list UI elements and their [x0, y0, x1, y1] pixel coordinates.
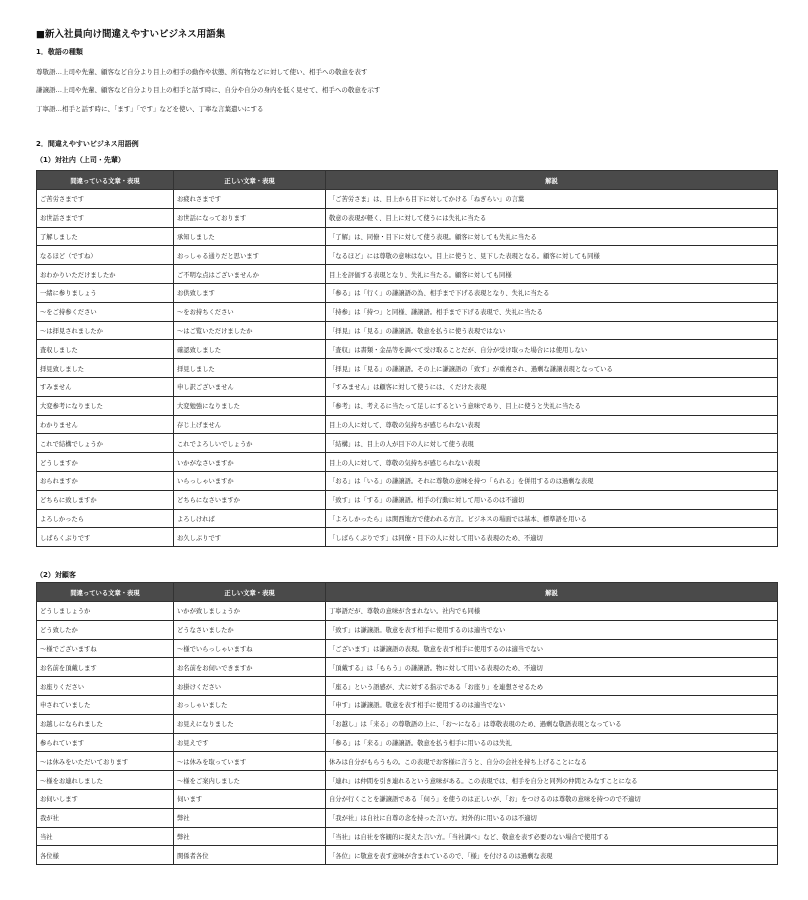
cell-explanation: 「各位」に敬意を表す意味が含まれているので、「様」を付けるのは過剰な表現	[326, 846, 778, 865]
cell-explanation: 「我が社」は自社に自尊の念を持った言い方。対外的に用いるのは不適切	[326, 808, 778, 827]
cell-correct: お掛けください	[174, 677, 326, 696]
cell-explanation: 「申す」は謙譲語。敬意を表す相手に使用するのは適当でない	[326, 695, 778, 714]
cell-correct: ～は休みを取っています	[174, 752, 326, 771]
table-row	[37, 789, 778, 808]
table-row	[37, 639, 778, 658]
table-row	[37, 208, 778, 227]
cell-explanation: 「しばらくぶりです」は同僚・目下の人に対して用いる表現のため、不適切	[326, 528, 778, 547]
cell-correct: おっしゃいました	[174, 695, 326, 714]
table-row	[37, 808, 778, 827]
table-row	[37, 695, 778, 714]
cell-incorrect: 査収しました	[37, 340, 174, 359]
cell-correct: いらっしゃいますか	[174, 471, 326, 490]
cell-correct: お名前をお伺いできますか	[174, 658, 326, 677]
cell-correct: 弊社	[174, 827, 326, 846]
table-row	[37, 396, 778, 415]
section2-title: 2．間違えやすいビジネス用語例	[36, 140, 139, 148]
cell-correct: ～様をご案内しました	[174, 771, 326, 790]
cell-incorrect: 大変参考になりました	[37, 396, 174, 415]
cell-correct: 関係者各位	[174, 846, 326, 865]
table-row	[37, 246, 778, 265]
cell-explanation: 休みは自分がもらうもの。この表現でお客様に言うと、自分の会社を持ち上げることになる	[326, 752, 778, 771]
cell-incorrect: お越しになられました	[37, 714, 174, 733]
cell-incorrect: どうしましょうか	[37, 602, 174, 621]
cell-correct: ～はご覧いただけましたか	[174, 321, 326, 340]
cell-explanation: 「拝見」は「見る」の謙譲語。その上に謙譲語の「致す」が重複され、過剰な謙譲表現となっている	[326, 359, 778, 378]
subsection-internal-title: （1）対社内（上司・先輩）	[36, 156, 125, 164]
cell-correct: 確認致しました	[174, 340, 326, 359]
table-row	[37, 620, 778, 639]
cell-explanation: 「なるほど」には尊敬の意味はない。目上に使うと、見下した表現となる。顧客に対しても同様	[326, 246, 778, 265]
cell-correct: お見えになりました	[174, 714, 326, 733]
cell-incorrect: 参られています	[37, 733, 174, 752]
cell-correct: 承知しました	[174, 227, 326, 246]
cell-incorrect: 了解しました	[37, 227, 174, 246]
cell-incorrect: どちらに致しますか	[37, 490, 174, 509]
cell-explanation: 「参考」は、考えるに当たって足しにするという意味であり、目上に使うと失礼に当たる	[326, 396, 778, 415]
cell-incorrect: これで結構でしょうか	[37, 434, 174, 453]
cell-correct: 存じ上げません	[174, 415, 326, 434]
cell-incorrect: しばらくぶりです	[37, 528, 174, 547]
cell-incorrect: ～様でございますね	[37, 639, 174, 658]
cell-incorrect: ～は休みをいただいております	[37, 752, 174, 771]
cell-incorrect: ～は拝見されましたか	[37, 321, 174, 340]
cell-incorrect: おわかりいただけましたか	[37, 265, 174, 284]
cell-correct: どちらになさいますか	[174, 490, 326, 509]
cell-incorrect: 申されていました	[37, 695, 174, 714]
table-row	[37, 265, 778, 284]
cell-explanation: 「よろしかったら」は関西地方で使われる方言。ビジネスの場面では基本、標準語を用いる	[326, 509, 778, 528]
cell-explanation: 「持参」は「持つ」と同様、謙譲語。相手まで下げる表現で、失礼に当たる	[326, 302, 778, 321]
cell-correct: いかがなさいますか	[174, 453, 326, 472]
customer-terms-table	[36, 582, 778, 865]
cell-correct: これでよろしいでしょうか	[174, 434, 326, 453]
header-correct: 正しい文章・表現	[174, 171, 326, 190]
table-row	[37, 283, 778, 302]
cell-explanation: 「結構」は、目上の人が目下の人に対して使う表現	[326, 434, 778, 453]
cell-explanation: 敬意の表現が軽く、目上に対して使うには失礼に当たる	[326, 208, 778, 227]
cell-explanation: 目上を評価する表現となり、失礼に当たる。顧客に対しても同様	[326, 265, 778, 284]
cell-explanation: 「座る」という語感が、犬に対する指示である「お座り」を連想させるため	[326, 677, 778, 696]
cell-explanation: 「参る」は「来る」の謙譲語。敬意を払う相手に用いるのは失礼	[326, 733, 778, 752]
table-row	[37, 846, 778, 865]
subsection-customer-title: （2）対顧客	[36, 571, 76, 579]
cell-explanation: 「連れ」は仲間を引き連れるという意味がある。この表現では、相手を自分と同列の仲間とみなすことになる	[326, 771, 778, 790]
header-correct: 正しい文章・表現	[174, 583, 326, 602]
table-row	[37, 415, 778, 434]
cell-explanation: 「致す」は「する」の謙譲語。相手の行動に対して用いるのは不適切	[326, 490, 778, 509]
cell-correct: よろしければ	[174, 509, 326, 528]
cell-incorrect: どう致したか	[37, 620, 174, 639]
cell-correct: ～様でいらっしゃいますね	[174, 639, 326, 658]
table-row	[37, 190, 778, 209]
cell-explanation: 「すみません」は顧客に対して使うには、くだけた表現	[326, 377, 778, 396]
table-row	[37, 714, 778, 733]
cell-incorrect: わかりません	[37, 415, 174, 434]
cell-explanation: 「ご苦労さま」は、目上から目下に対してかける「ねぎらい」の言葉	[326, 190, 778, 209]
cell-explanation: 「ございます」は謙譲語の表現。敬意を表す相手に使用するのは適当でない	[326, 639, 778, 658]
cell-explanation: 「了解」は、同僚・目下に対して使う表現。顧客に対しても失礼に当たる	[326, 227, 778, 246]
honorific-teineigo: 丁寧語…相手と話す時に、「ます」「です」などを使い、丁寧な言葉遣いにする	[36, 105, 264, 113]
table-row	[37, 602, 778, 621]
table-row	[37, 227, 778, 246]
cell-incorrect: なるほど（ですね）	[37, 246, 174, 265]
table-row	[37, 434, 778, 453]
cell-correct: ～をお持ちください	[174, 302, 326, 321]
cell-correct: お見えです	[174, 733, 326, 752]
cell-incorrect: ～様をお連れしました	[37, 771, 174, 790]
cell-explanation: 「頂戴する」は「もらう」の謙譲語。物に対して用いる表現のため、不適切	[326, 658, 778, 677]
cell-correct: おっしゃる通りだと思います	[174, 246, 326, 265]
honorific-kenjogo: 謙譲語…上司や先輩、顧客など自分より目上の相手と話す時に、自分や自分の身内を低く見せて、相手への敬意を示す	[36, 86, 381, 94]
cell-incorrect: 各位様	[37, 846, 174, 865]
table-row	[37, 827, 778, 846]
table-header-row	[37, 583, 778, 602]
table-row	[37, 752, 778, 771]
cell-correct: いかが致しましょうか	[174, 602, 326, 621]
cell-explanation: 「お越し」は「来る」の尊敬語の上に、「お～になる」は尊敬表現のため、過剰な敬語表現となっている	[326, 714, 778, 733]
table-row	[37, 321, 778, 340]
cell-explanation: 自分が行くことを謙譲語である「伺う」を使うのは正しいが、「お」をつけるのは尊敬の意味を持つので不適切	[326, 789, 778, 808]
table-row	[37, 302, 778, 321]
cell-incorrect: 当社	[37, 827, 174, 846]
cell-incorrect: 我が社	[37, 808, 174, 827]
cell-explanation: 「参る」は「行く」の謙譲語の為、相手まで下げる表現となり、失礼に当たる	[326, 283, 778, 302]
cell-correct: ご不明な点はございませんか	[174, 265, 326, 284]
header-explanation: 解説	[326, 583, 778, 602]
table-row	[37, 771, 778, 790]
table-row	[37, 490, 778, 509]
cell-correct: どうなさいましたか	[174, 620, 326, 639]
cell-correct: お疲れさまです	[174, 190, 326, 209]
internal-terms-table	[36, 170, 778, 547]
cell-incorrect: お伺いします	[37, 789, 174, 808]
table-row	[37, 509, 778, 528]
document-title: ■新入社員向け間違えやすいビジネス用語集	[36, 29, 226, 40]
header-incorrect: 間違っている文章・表現	[37, 583, 174, 602]
cell-incorrect: お座りください	[37, 677, 174, 696]
cell-explanation: 「おる」は「いる」の謙譲語。それに尊敬の意味を持つ「られる」を併用するのは過剰な表現	[326, 471, 778, 490]
cell-incorrect: 一緒に参りましょう	[37, 283, 174, 302]
cell-correct: 大変勉強になりました	[174, 396, 326, 415]
header-incorrect: 間違っている文章・表現	[37, 171, 174, 190]
cell-incorrect: おられますか	[37, 471, 174, 490]
cell-incorrect: ご苦労さまです	[37, 190, 174, 209]
cell-incorrect: お名前を頂戴します	[37, 658, 174, 677]
table-row	[37, 677, 778, 696]
table-row	[37, 733, 778, 752]
cell-explanation: 「拝見」は「見る」の謙譲語。敬意を払うに使う表現ではない	[326, 321, 778, 340]
cell-correct: 申し訳ございません	[174, 377, 326, 396]
cell-incorrect: お世話さまです	[37, 208, 174, 227]
cell-explanation: 「査収」は書類・金品等を調べて受け取ることだが、自分が受け取った場合には使用しない	[326, 340, 778, 359]
cell-incorrect: ～をご持参ください	[37, 302, 174, 321]
cell-incorrect: 拝見致しました	[37, 359, 174, 378]
honorific-sonkeigo: 尊敬語…上司や先輩、顧客など自分より目上の相手の動作や状態、所有物などに対して使い、相手への敬意を表す	[36, 68, 368, 76]
header-explanation: 解説	[326, 171, 778, 190]
section1-title: 1．敬語の種類	[36, 48, 83, 56]
cell-correct: お世話になっております	[174, 208, 326, 227]
cell-correct: 拝見しました	[174, 359, 326, 378]
cell-correct: 伺います	[174, 789, 326, 808]
cell-correct: お久しぶりです	[174, 528, 326, 547]
table-row	[37, 340, 778, 359]
cell-incorrect: よろしかったら	[37, 509, 174, 528]
table-row	[37, 377, 778, 396]
cell-incorrect: どうしますか	[37, 453, 174, 472]
table-row	[37, 658, 778, 677]
cell-explanation: 目上の人に対して、尊敬の気持ちが感じられない表現	[326, 453, 778, 472]
cell-explanation: 「致す」は謙譲語。敬意を表す相手に使用するのは適当でない	[326, 620, 778, 639]
table-header-row	[37, 171, 778, 190]
cell-explanation: 丁寧語だが、尊敬の意味が含まれない。社内でも同様	[326, 602, 778, 621]
cell-explanation: 目上の人に対して、尊敬の気持ちが感じられない表現	[326, 415, 778, 434]
cell-correct: 弊社	[174, 808, 326, 827]
cell-explanation: 「当社」は自社を客観的に捉えた言い方。「当社調べ」など、敬意を表す必要のない場合で使用する	[326, 827, 778, 846]
cell-incorrect: すみません	[37, 377, 174, 396]
table-row	[37, 453, 778, 472]
table-row	[37, 528, 778, 547]
table-row	[37, 359, 778, 378]
cell-correct: お供致します	[174, 283, 326, 302]
table-row	[37, 471, 778, 490]
